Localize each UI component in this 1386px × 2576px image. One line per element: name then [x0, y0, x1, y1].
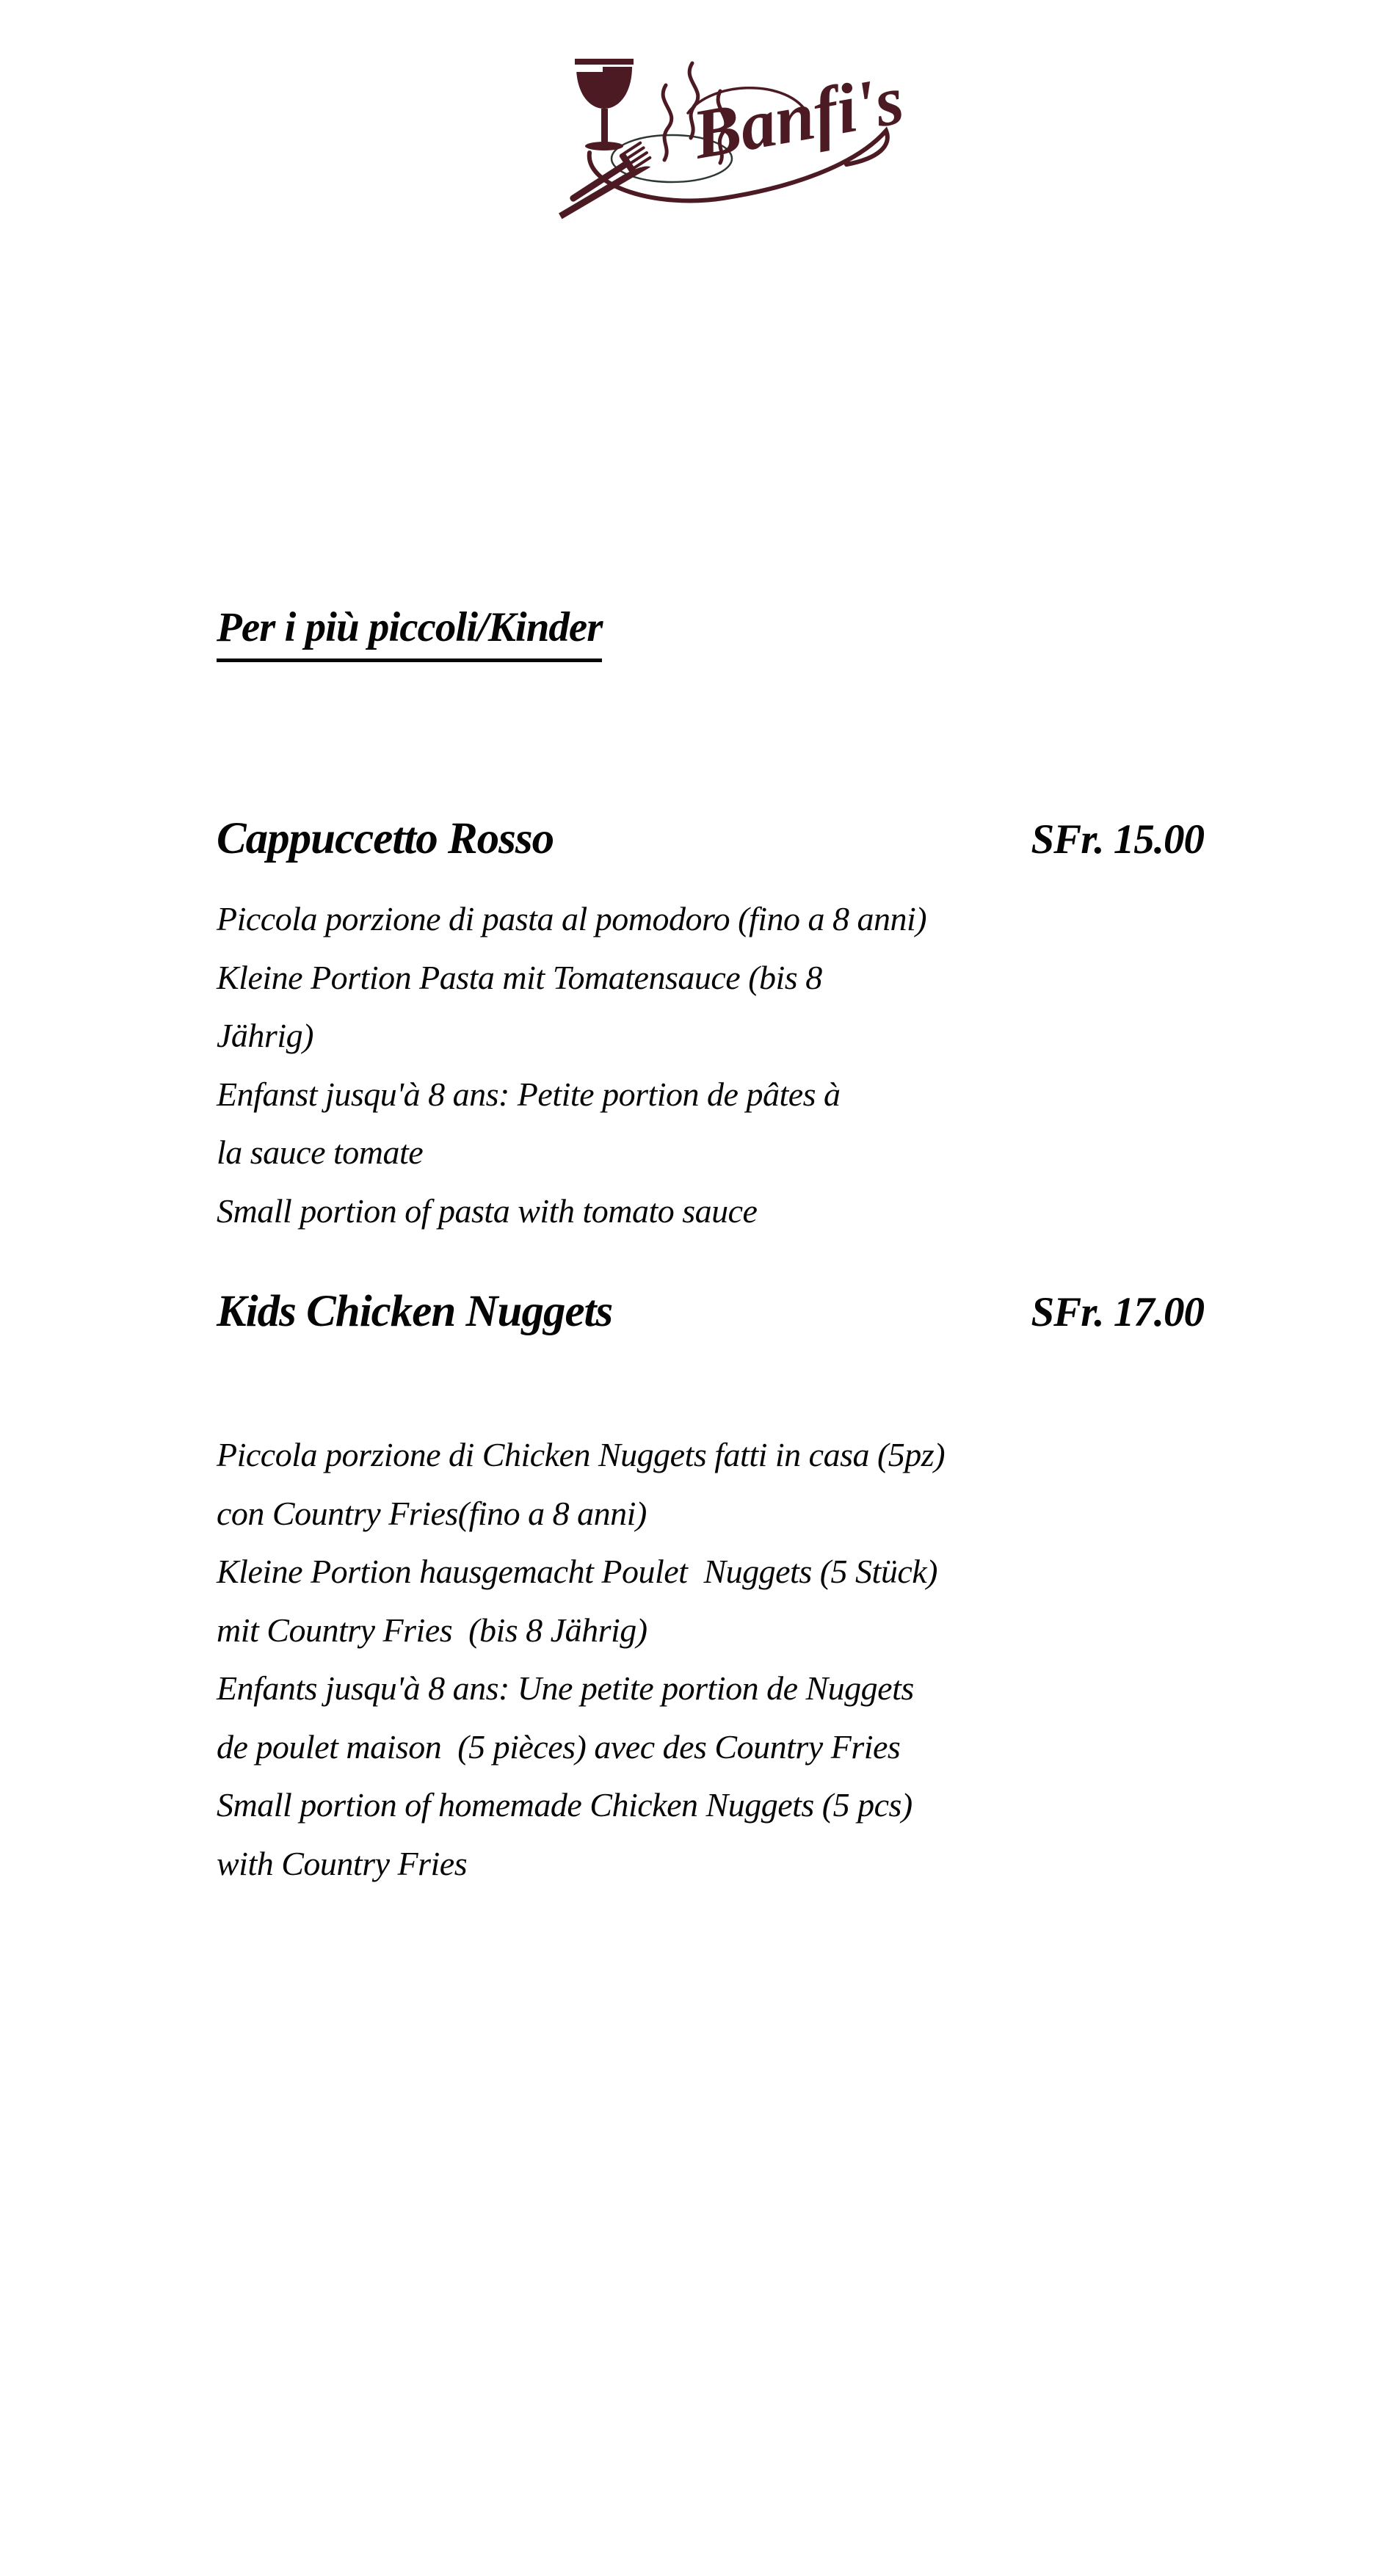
restaurant-logo	[547, 43, 914, 226]
section-heading	[217, 603, 602, 662]
item-price: SFr. 15.00	[1031, 816, 1204, 863]
item-description	[217, 1426, 1215, 1893]
fork-icon	[565, 141, 653, 209]
description-line: la sauce tomate	[217, 1133, 424, 1171]
description-line: Piccola porzione di pasta al pomodoro (fino a 8 anni)	[217, 900, 927, 937]
menu-item-cappuccetto-rosso	[217, 813, 1204, 865]
item-price: SFr. 17.00	[1031, 1289, 1204, 1335]
description-line: with Country Fries	[217, 1844, 468, 1882]
description-line: Small portion of pasta with tomato sauce	[217, 1191, 758, 1230]
section-heading-text: Per i più piccoli/Kinder	[217, 603, 602, 662]
description-line: Kleine Portion hausgemacht Poulet Nuggets (5 Stück)	[217, 1553, 937, 1590]
description-line: Enfanst jusqu'à 8 ans: Petite portion de pâtes à	[217, 1075, 841, 1113]
menu-item-kids-chicken-nuggets	[217, 1286, 1204, 1338]
logo-wordmark: Banfi's	[687, 59, 910, 174]
description-line: Piccola porzione di Chicken Nuggets fatti in casa (5pz)	[217, 1436, 946, 1473]
description-line: con Country Fries(fino a 8 anni)	[217, 1494, 647, 1532]
banfis-logo-graphic	[547, 43, 914, 226]
knife-icon	[558, 162, 650, 219]
description-line: mit Country Fries (bis 8 Jährig)	[217, 1611, 647, 1649]
wine-glass-icon	[575, 59, 634, 150]
description-line: Kleine Portion Pasta mit Tomatensauce (bis 8	[217, 958, 822, 996]
item-name: Kids Chicken Nuggets	[217, 1287, 613, 1336]
item-name: Cappuccetto Rosso	[217, 814, 554, 863]
description-line: Enfants jusqu'à 8 ans: Une petite portion de Nuggets	[217, 1669, 914, 1707]
description-line: Jährig)	[217, 1017, 313, 1054]
item-description	[217, 890, 1215, 1240]
description-line: de poulet maison (5 pièces) avec des Country Fries	[217, 1727, 901, 1766]
description-line: Small portion of homemade Chicken Nuggets (5 pcs)	[217, 1786, 912, 1824]
